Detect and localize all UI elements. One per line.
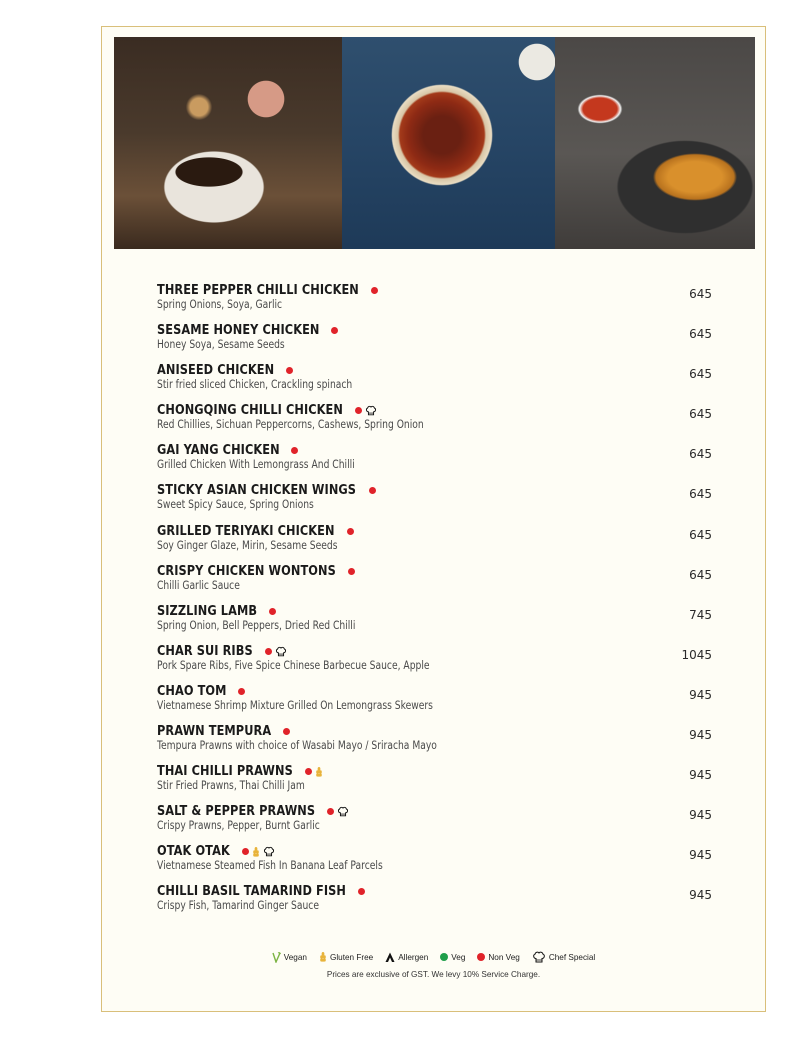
legend-veg-label: Veg <box>451 952 466 962</box>
menu-item-header <box>157 644 287 659</box>
menu-item-name: ANISEED CHICKEN <box>157 363 275 379</box>
menu-item-name: STICKY ASIAN CHICKEN WINGS <box>157 483 357 499</box>
allergen-icon <box>385 952 395 962</box>
menu-item <box>157 483 712 523</box>
non-veg-dot-icon <box>283 728 290 735</box>
menu-item-description: Stir fried sliced Chicken, Crackling spinach <box>157 378 353 392</box>
menu-item-marks <box>291 447 298 454</box>
legend-chef-special-label: Chef Special <box>548 952 596 962</box>
legend-veg <box>440 953 465 962</box>
menu-item-price: 645 <box>689 407 712 422</box>
non-veg-dot-icon <box>327 808 334 815</box>
menu-item-price: 645 <box>689 327 712 342</box>
legend-non-veg-label: Non Veg <box>488 952 520 962</box>
menu-item-name: CHAO TOM <box>157 683 227 699</box>
menu-item-header <box>157 483 376 498</box>
menu-item-marks <box>269 608 276 615</box>
menu-item-marks <box>331 327 338 334</box>
menu-item-description: Sweet Spicy Sauce, Spring Onions <box>157 498 314 512</box>
menu-item-marks <box>348 568 355 575</box>
menu-item-description: Stir Fried Prawns, Thai Chilli Jam <box>157 779 305 793</box>
menu-item-header <box>157 724 290 739</box>
wheat-icon <box>319 952 327 962</box>
menu-item-marks <box>327 806 349 817</box>
menu-item-header <box>157 524 354 539</box>
non-veg-dot-icon <box>286 367 293 374</box>
menu-item-description: Honey Soya, Sesame Seeds <box>157 338 285 352</box>
menu-item-name: OTAK OTAK <box>157 844 230 860</box>
menu-item-price: 945 <box>689 728 712 743</box>
legend-chef-special <box>532 951 595 963</box>
menu-item <box>157 363 712 403</box>
non-veg-dot-icon <box>269 608 276 615</box>
non-veg-dot-icon <box>369 487 376 494</box>
menu-item <box>157 524 712 564</box>
non-veg-dot-icon <box>477 953 485 961</box>
menu-item-description: Pork Spare Ribs, Five Spice Chinese Barbecue Sauce, Apple <box>157 658 430 672</box>
menu-item-header <box>157 684 245 699</box>
menu-list <box>157 283 712 925</box>
wheat-icon <box>252 847 260 857</box>
menu-item-price: 645 <box>689 287 712 301</box>
wheat-icon <box>315 767 323 777</box>
menu-item-header <box>157 403 377 418</box>
non-veg-dot-icon <box>265 648 272 655</box>
menu-item <box>157 844 712 884</box>
menu-item-name: CHILLI BASIL TAMARIND FISH <box>157 884 347 900</box>
non-veg-dot-icon <box>242 848 249 855</box>
menu-item-price: 745 <box>689 607 712 622</box>
legend-allergen-label: Allergen <box>398 952 429 962</box>
menu-item <box>157 443 712 483</box>
menu-item-price: 1045 <box>681 647 712 662</box>
menu-item-header <box>157 804 349 819</box>
menu-item-marks <box>305 767 323 777</box>
menu-item-price: 945 <box>689 808 712 823</box>
non-veg-dot-icon <box>291 447 298 454</box>
non-veg-dot-icon <box>238 688 245 695</box>
menu-item-price: 945 <box>689 687 712 702</box>
menu-item-name: THAI CHILLI PRAWNS <box>157 764 293 780</box>
non-veg-dot-icon <box>358 888 365 895</box>
menu-item <box>157 884 712 924</box>
legend-allergen <box>385 952 428 962</box>
legend-non-veg <box>477 953 519 962</box>
legend-gluten-free <box>319 952 373 962</box>
menu-item-name: SIZZLING LAMB <box>157 603 258 619</box>
menu-item-name: CHONGQING CHILLI CHICKEN <box>157 403 343 419</box>
chef-hat-icon <box>532 951 546 963</box>
menu-item-marks <box>238 688 245 695</box>
menu-item-price: 645 <box>689 527 712 542</box>
menu-item <box>157 764 712 804</box>
menu-item-description: Spring Onions, Soya, Garlic <box>157 298 283 311</box>
menu-item-marks <box>358 888 365 895</box>
menu-item <box>157 403 712 443</box>
menu-item <box>157 323 712 363</box>
menu-item-name: THREE PEPPER CHILLI CHICKEN <box>157 283 359 298</box>
menu-item-description: Vietnamese Shrimp Mixture Grilled On Lemongrass Skewers <box>157 698 433 712</box>
non-veg-dot-icon <box>371 287 378 294</box>
menu-item-price: 945 <box>689 768 712 783</box>
menu-item-marks <box>355 405 377 416</box>
menu-item-marks <box>371 287 378 294</box>
chef-hat-icon <box>263 846 275 857</box>
menu-item-description: Red Chillies, Sichuan Peppercorns, Cashews, Spring Onion <box>157 418 424 432</box>
non-veg-dot-icon <box>331 327 338 334</box>
chef-hat-icon <box>337 806 349 817</box>
dish-photo-pork-and-cocktail <box>114 37 342 249</box>
menu-item-name: GRILLED TERIYAKI CHICKEN <box>157 523 335 539</box>
menu-item-header <box>157 764 323 779</box>
menu-item-marks <box>369 487 376 494</box>
menu-item-marks <box>283 728 290 735</box>
menu-item-marks <box>265 646 287 657</box>
menu-item-price: 645 <box>689 567 712 582</box>
menu-item-name: CHAR SUI RIBS <box>157 643 253 659</box>
menu-item-name: PRAWN TEMPURA <box>157 724 272 740</box>
menu-item-header <box>157 884 365 899</box>
pricing-note: Prices are exclusive of GST. We levy 10% Service Charge. <box>326 970 541 979</box>
menu-item <box>157 804 712 844</box>
menu-item-description: Crispy Prawns, Pepper, Burnt Garlic <box>157 819 320 833</box>
dish-photo-chilli-chicken-bowl <box>342 37 555 249</box>
menu-item-price: 645 <box>689 487 712 502</box>
dish-photo-prawn-tempura <box>555 37 755 249</box>
non-veg-dot-icon <box>347 528 354 535</box>
menu-item-price: 645 <box>689 447 712 462</box>
menu-item-header <box>157 564 355 579</box>
menu-item <box>157 724 712 764</box>
menu-item-description: Chilli Garlic Sauce <box>157 578 240 592</box>
menu-item <box>157 644 712 684</box>
menu-item-name: SALT & PEPPER PRAWNS <box>157 804 316 820</box>
menu-item <box>157 283 712 323</box>
chef-hat-icon <box>365 405 377 416</box>
menu-item-price: 945 <box>689 888 712 903</box>
veg-dot-icon <box>440 953 448 961</box>
menu-item-header <box>157 844 275 859</box>
menu-item-header <box>157 363 293 378</box>
menu-item <box>157 604 712 644</box>
menu-page <box>101 26 766 1012</box>
menu-item-name: SESAME HONEY CHICKEN <box>157 323 320 339</box>
menu-item-description: Soy Ginger Glaze, Mirin, Sesame Seeds <box>157 538 338 552</box>
menu-item-header <box>157 323 338 338</box>
menu-item-marks <box>286 367 293 374</box>
non-veg-dot-icon <box>305 768 312 775</box>
menu-item-name: CRISPY CHICKEN WONTONS <box>157 563 336 579</box>
legend-vegan <box>272 952 307 963</box>
vegan-icon <box>272 952 281 963</box>
menu-item-price: 645 <box>689 367 712 382</box>
legend <box>102 951 765 963</box>
menu-item-name: GAI YANG CHICKEN <box>157 443 280 459</box>
chef-hat-icon <box>275 646 287 657</box>
non-veg-dot-icon <box>355 407 362 414</box>
menu-item-description: Tempura Prawns with choice of Wasabi Mayo / Sriracha Mayo <box>157 739 437 753</box>
legend-gluten-free-label: Gluten Free <box>329 952 374 962</box>
menu-item-header <box>157 283 378 298</box>
photo-strip <box>114 37 755 249</box>
menu-item-header <box>157 443 298 458</box>
menu-item-description: Grilled Chicken With Lemongrass And Chilli <box>157 458 355 472</box>
menu-item-description: Crispy Fish, Tamarind Ginger Sauce <box>157 899 319 913</box>
menu-item-header <box>157 604 276 619</box>
non-veg-dot-icon <box>348 568 355 575</box>
menu-item-description: Spring Onion, Bell Peppers, Dried Red Chilli <box>157 618 356 632</box>
menu-item-marks <box>242 846 275 857</box>
legend-vegan-label: Vegan <box>283 952 307 962</box>
menu-item <box>157 564 712 604</box>
menu-item-description: Vietnamese Steamed Fish In Banana Leaf Parcels <box>157 859 383 873</box>
menu-item <box>157 684 712 724</box>
menu-item-marks <box>347 528 354 535</box>
menu-item-price: 945 <box>689 848 712 863</box>
